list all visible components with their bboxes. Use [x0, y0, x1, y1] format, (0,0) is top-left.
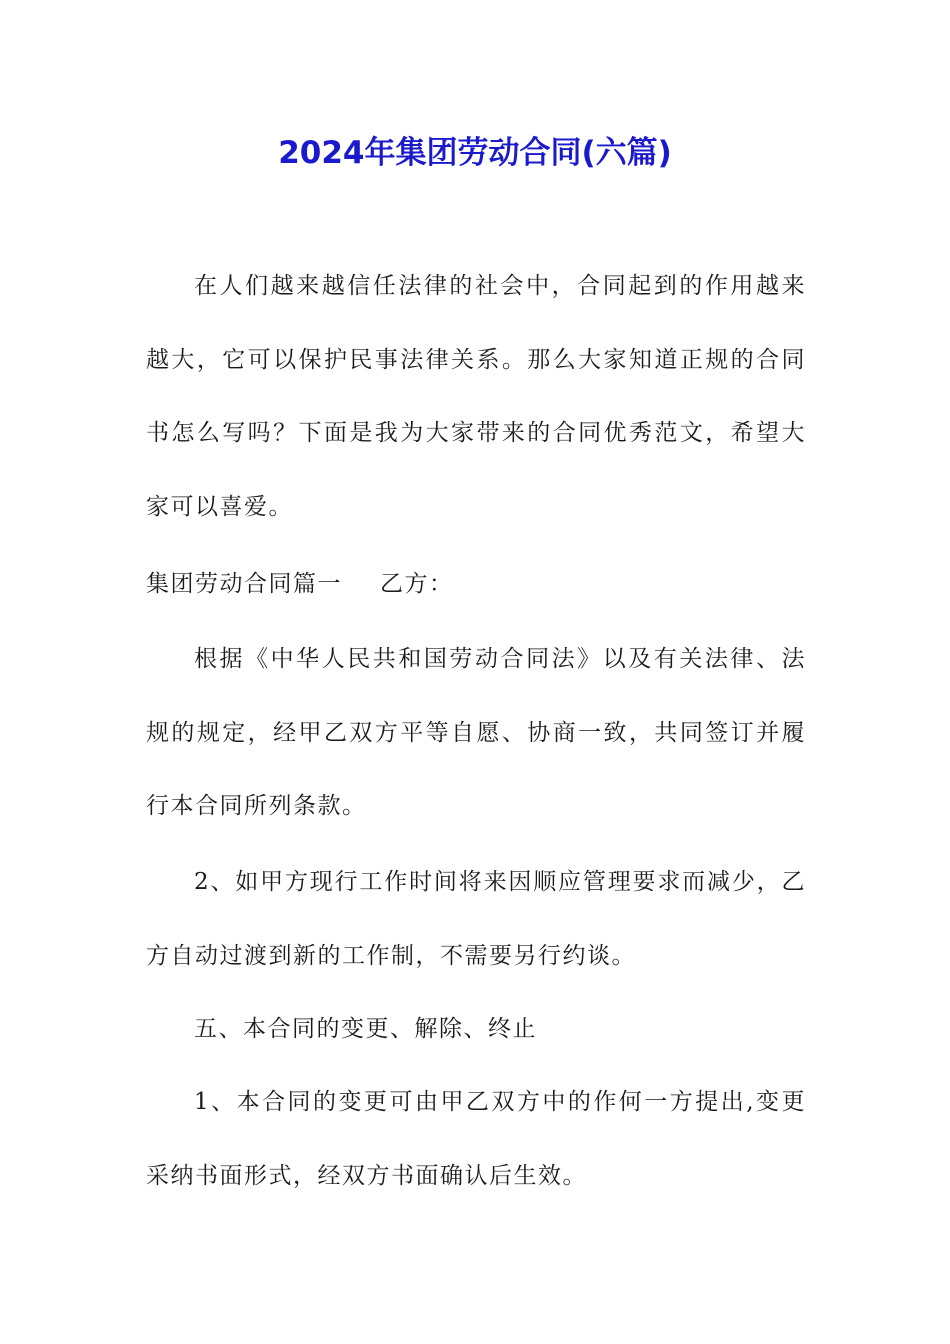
- intro-text: 在人们越来越信任法律的社会中，合同起到的作用越来越大，它可以保护民事法律关系。那么大家知道正规的合同书怎么写吗？下面是我为大家带来的合同优秀范文，希望大家可以喜爱。: [146, 273, 806, 520]
- section-5-paragraph: [146, 993, 806, 1067]
- intro-paragraph: [146, 250, 806, 544]
- party-b-label: 乙方：: [380, 571, 454, 597]
- clause-2-paragraph: [146, 846, 806, 993]
- section-heading: 集团劳动合同篇一: [146, 571, 342, 597]
- clause-5-1-paragraph: [146, 1066, 806, 1213]
- basis-paragraph: [146, 623, 806, 844]
- clause-5-1-text: 1、本合同的变更可由甲乙双方中的作何一方提出,变更采纳书面形式，经双方书面确认后生效。: [146, 1089, 806, 1189]
- section-heading-line: [146, 548, 454, 622]
- section-5-heading: 五、本合同的变更、解除、终止: [194, 1016, 537, 1042]
- clause-2-text: 2、如甲方现行工作时间将来因顺应管理要求而减少，乙方自动过渡到新的工作制，不需要另行约谈。: [146, 869, 806, 969]
- basis-text: 根据《中华人民共和国劳动合同法》以及有关法律、法规的规定，经甲乙双方平等自愿、协商一致，共同签订并履行本合同所列条款。: [146, 646, 806, 819]
- document-title: 2024年集团劳动合同(六篇): [278, 135, 672, 171]
